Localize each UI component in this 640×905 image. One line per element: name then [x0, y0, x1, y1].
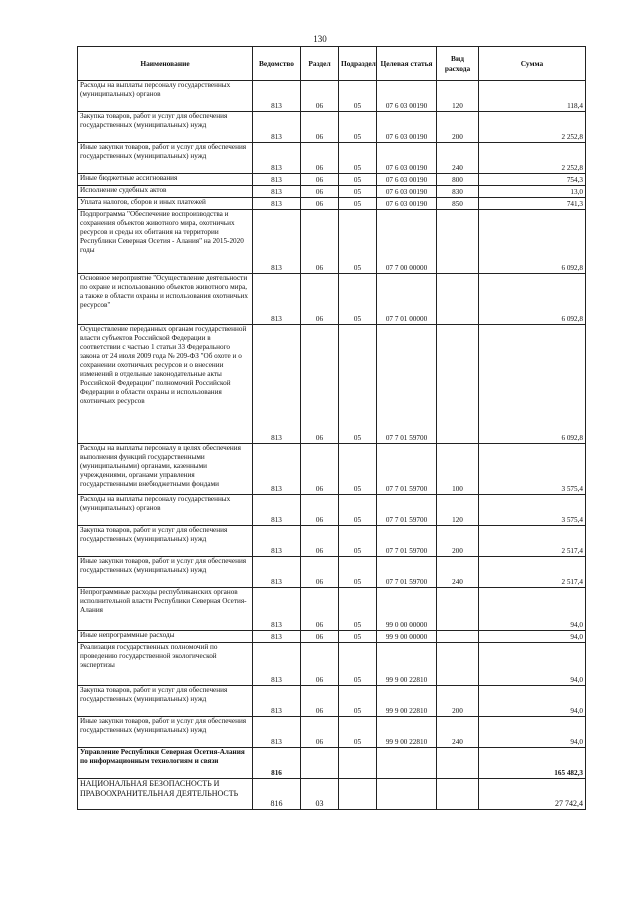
- row-section-cell: 03: [301, 779, 339, 810]
- row-sum-cell: 2 252,8: [479, 143, 586, 174]
- row-dept-cell: 813: [253, 186, 301, 198]
- row-section-cell: 06: [301, 81, 339, 112]
- table-row: [78, 588, 586, 631]
- row-target-cell: 07 7 01 59700: [377, 444, 437, 495]
- row-target-cell: 99 9 00 22810: [377, 717, 437, 748]
- table-row: [78, 557, 586, 588]
- row-subsection-cell: 05: [339, 325, 377, 444]
- budget-table: [77, 46, 586, 810]
- header-name: Наименование: [78, 47, 253, 81]
- row-section-cell: 06: [301, 274, 339, 325]
- table-row: [78, 686, 586, 717]
- row-target-cell: 07 6 03 00190: [377, 81, 437, 112]
- row-expense-cell: [437, 325, 479, 444]
- row-sum-cell: 3 575,4: [479, 444, 586, 495]
- row-name-cell: Иные закупки товаров, работ и услуг для обеспечения государственных (муниципальных) нужд: [78, 717, 253, 748]
- row-target-cell: 07 6 03 00190: [377, 198, 437, 210]
- row-subsection-cell: 05: [339, 686, 377, 717]
- row-name-cell: Реализация государственных полномочий по проведению государственной экологической экспертизы: [78, 643, 253, 686]
- row-target-cell: 07 6 03 00190: [377, 112, 437, 143]
- row-expense-cell: 240: [437, 143, 479, 174]
- row-sum-cell: 94,0: [479, 588, 586, 631]
- row-expense-cell: 240: [437, 557, 479, 588]
- row-target-cell: 99 0 00 00000: [377, 588, 437, 631]
- header-expense: Вид расхода: [437, 47, 479, 81]
- row-expense-cell: 120: [437, 81, 479, 112]
- row-name-cell: Иные закупки товаров, работ и услуг для обеспечения государственных (муниципальных) нужд: [78, 143, 253, 174]
- row-subsection-cell: 05: [339, 174, 377, 186]
- row-expense-cell: 240: [437, 717, 479, 748]
- row-name-cell: НАЦИОНАЛЬНАЯ БЕЗОПАСНОСТЬ И ПРАВООХРАНИТЕЛЬНАЯ ДЕЯТЕЛЬНОСТЬ: [78, 779, 253, 810]
- row-subsection-cell: 05: [339, 557, 377, 588]
- row-name-cell: Иные непрограммные расходы: [78, 631, 253, 643]
- row-dept-cell: 813: [253, 557, 301, 588]
- row-sum-cell: 118,4: [479, 81, 586, 112]
- row-subsection-cell: 05: [339, 274, 377, 325]
- row-sum-cell: 3 575,4: [479, 495, 586, 526]
- row-section-cell: 06: [301, 198, 339, 210]
- header-subsection: Подраздел: [339, 47, 377, 81]
- row-subsection-cell: 05: [339, 495, 377, 526]
- row-expense-cell: 200: [437, 112, 479, 143]
- row-expense-cell: 100: [437, 444, 479, 495]
- row-dept-cell: 813: [253, 495, 301, 526]
- row-dept-cell: 813: [253, 174, 301, 186]
- row-expense-cell: [437, 588, 479, 631]
- row-sum-cell: 2 517,4: [479, 526, 586, 557]
- table-row: [78, 717, 586, 748]
- row-target-cell: 07 7 01 59700: [377, 526, 437, 557]
- row-sum-cell: 94,0: [479, 686, 586, 717]
- row-sum-cell: 27 742,4: [479, 779, 586, 810]
- row-target-cell: 07 7 01 59700: [377, 495, 437, 526]
- row-name-cell: Закупка товаров, работ и услуг для обеспечения государственных (муниципальных) нужд: [78, 112, 253, 143]
- table-row: [78, 174, 586, 186]
- row-sum-cell: 94,0: [479, 631, 586, 643]
- table-row: [78, 198, 586, 210]
- row-dept-cell: 813: [253, 526, 301, 557]
- row-name-cell: Расходы на выплаты персоналу государственных (муниципальных) органов: [78, 495, 253, 526]
- header-target: Целевая статья: [377, 47, 437, 81]
- row-name-cell: Осуществление переданных органам государственной власти субъектов Российской Федерации в соответствии с частью 1 статьи 33 Федерального закона от 24 июля 2009 года № 209-ФЗ "Об охоте и о сохранении охотничьих ресурсов и о внесении изменений в отдельные законодательные акты Российской Федерации" полномочий Российской Федерации в области охраны и использования охотничьих ресурсов: [78, 325, 253, 444]
- row-dept-cell: 813: [253, 143, 301, 174]
- row-name-cell: Уплата налогов, сборов и иных платежей: [78, 198, 253, 210]
- row-target-cell: [377, 779, 437, 810]
- row-dept-cell: 816: [253, 779, 301, 810]
- row-target-cell: 07 7 00 00000: [377, 210, 437, 274]
- row-expense-cell: [437, 274, 479, 325]
- row-dept-cell: 813: [253, 444, 301, 495]
- row-target-cell: [377, 748, 437, 779]
- row-name-cell: Иные бюджетные ассигнования: [78, 174, 253, 186]
- row-sum-cell: 2 252,8: [479, 112, 586, 143]
- row-dept-cell: 813: [253, 588, 301, 631]
- row-section-cell: 06: [301, 210, 339, 274]
- row-section-cell: 06: [301, 174, 339, 186]
- row-dept-cell: 813: [253, 198, 301, 210]
- row-target-cell: 07 7 01 59700: [377, 557, 437, 588]
- page-number: 130: [313, 34, 327, 44]
- row-section-cell: [301, 748, 339, 779]
- row-dept-cell: 813: [253, 686, 301, 717]
- row-section-cell: 06: [301, 686, 339, 717]
- row-subsection-cell: 05: [339, 81, 377, 112]
- row-target-cell: 07 6 03 00190: [377, 174, 437, 186]
- row-sum-cell: 741,3: [479, 198, 586, 210]
- row-name-cell: Непрограммные расходы республиканских органов исполнительной власти Республики Северная Осетия-Алания: [78, 588, 253, 631]
- row-section-cell: 06: [301, 557, 339, 588]
- row-subsection-cell: 05: [339, 198, 377, 210]
- table-row: [78, 143, 586, 174]
- row-subsection-cell: 05: [339, 143, 377, 174]
- row-name-cell: Расходы на выплаты персоналу государственных (муниципальных) органов: [78, 81, 253, 112]
- row-section-cell: 06: [301, 495, 339, 526]
- row-expense-cell: 800: [437, 174, 479, 186]
- row-sum-cell: 165 482,3: [479, 748, 586, 779]
- table-row: [78, 526, 586, 557]
- row-dept-cell: 813: [253, 81, 301, 112]
- table-row: [78, 186, 586, 198]
- row-expense-cell: [437, 631, 479, 643]
- row-section-cell: 06: [301, 717, 339, 748]
- row-name-cell: Расходы на выплаты персоналу в целях обеспечения выполнения функций государственными (муниципальными) органами, казенными учреждениями, органами управления государственными внебюджетными фондами: [78, 444, 253, 495]
- row-section-cell: 06: [301, 112, 339, 143]
- table-header-row: [78, 47, 586, 81]
- table-row: [78, 325, 586, 444]
- row-dept-cell: 813: [253, 274, 301, 325]
- table-row: [78, 643, 586, 686]
- row-section-cell: 06: [301, 444, 339, 495]
- row-target-cell: 99 9 00 00000: [377, 631, 437, 643]
- row-subsection-cell: 05: [339, 588, 377, 631]
- table-row: [78, 631, 586, 643]
- row-subsection-cell: 05: [339, 643, 377, 686]
- header-sum: Сумма: [479, 47, 586, 81]
- row-section-cell: 06: [301, 631, 339, 643]
- table-row: [78, 274, 586, 325]
- row-subsection-cell: 05: [339, 631, 377, 643]
- row-sum-cell: 6 092,8: [479, 210, 586, 274]
- row-sum-cell: 6 092,8: [479, 325, 586, 444]
- row-target-cell: 07 6 03 00190: [377, 143, 437, 174]
- row-dept-cell: 816: [253, 748, 301, 779]
- row-sum-cell: 754,3: [479, 174, 586, 186]
- row-expense-cell: 850: [437, 198, 479, 210]
- row-target-cell: 07 7 01 59700: [377, 325, 437, 444]
- row-expense-cell: [437, 643, 479, 686]
- table-row: [78, 748, 586, 779]
- table-row: [78, 210, 586, 274]
- row-subsection-cell: 05: [339, 717, 377, 748]
- row-sum-cell: 94,0: [479, 643, 586, 686]
- row-dept-cell: 813: [253, 643, 301, 686]
- row-section-cell: 06: [301, 143, 339, 174]
- row-expense-cell: 200: [437, 526, 479, 557]
- row-name-cell: Закупка товаров, работ и услуг для обеспечения государственных (муниципальных) нужд: [78, 686, 253, 717]
- row-name-cell: Исполнение судебных актов: [78, 186, 253, 198]
- row-dept-cell: 813: [253, 325, 301, 444]
- row-section-cell: 06: [301, 588, 339, 631]
- row-expense-cell: [437, 210, 479, 274]
- row-subsection-cell: 05: [339, 526, 377, 557]
- row-dept-cell: 813: [253, 210, 301, 274]
- row-name-cell: Иные закупки товаров, работ и услуг для обеспечения государственных (муниципальных) нужд: [78, 557, 253, 588]
- row-target-cell: 99 9 00 22810: [377, 643, 437, 686]
- row-subsection-cell: 05: [339, 112, 377, 143]
- row-subsection-cell: [339, 748, 377, 779]
- row-subsection-cell: [339, 779, 377, 810]
- row-expense-cell: 830: [437, 186, 479, 198]
- row-name-cell: Закупка товаров, работ и услуг для обеспечения государственных (муниципальных) нужд: [78, 526, 253, 557]
- row-name-cell: Подпрограмма "Обеспечение воспроизводства и сохранения объектов животного мира, охотничьих ресурсов и среды их обитания на территории Республики Северная Осетия - Алания" на 2015-2020 годы: [78, 210, 253, 274]
- row-subsection-cell: 05: [339, 186, 377, 198]
- row-sum-cell: 6 092,8: [479, 274, 586, 325]
- row-name-cell: Управление Республики Северная Осетия-Алания по информационным технологиям и связи: [78, 748, 253, 779]
- row-dept-cell: 813: [253, 631, 301, 643]
- row-target-cell: 07 7 01 00000: [377, 274, 437, 325]
- row-expense-cell: [437, 748, 479, 779]
- table-row: [78, 81, 586, 112]
- row-expense-cell: 120: [437, 495, 479, 526]
- row-dept-cell: 813: [253, 112, 301, 143]
- row-expense-cell: 200: [437, 686, 479, 717]
- row-target-cell: 99 9 00 22810: [377, 686, 437, 717]
- header-dept: Ведомство: [253, 47, 301, 81]
- table-row: [78, 779, 586, 810]
- row-section-cell: 06: [301, 325, 339, 444]
- table-row: [78, 112, 586, 143]
- row-sum-cell: 94,0: [479, 717, 586, 748]
- row-target-cell: 07 6 03 00190: [377, 186, 437, 198]
- row-subsection-cell: 05: [339, 444, 377, 495]
- table-row: [78, 444, 586, 495]
- row-dept-cell: 813: [253, 717, 301, 748]
- row-subsection-cell: 05: [339, 210, 377, 274]
- row-sum-cell: 2 517,4: [479, 557, 586, 588]
- row-section-cell: 06: [301, 526, 339, 557]
- row-sum-cell: 13,0: [479, 186, 586, 198]
- header-section: Раздел: [301, 47, 339, 81]
- row-expense-cell: [437, 779, 479, 810]
- row-name-cell: Основное мероприятие "Осуществление деятельности по охране и использованию объектов животного мира, а также в области охраны и использования охотничьих ресурсов": [78, 274, 253, 325]
- row-section-cell: 06: [301, 186, 339, 198]
- table-row: [78, 495, 586, 526]
- row-section-cell: 06: [301, 643, 339, 686]
